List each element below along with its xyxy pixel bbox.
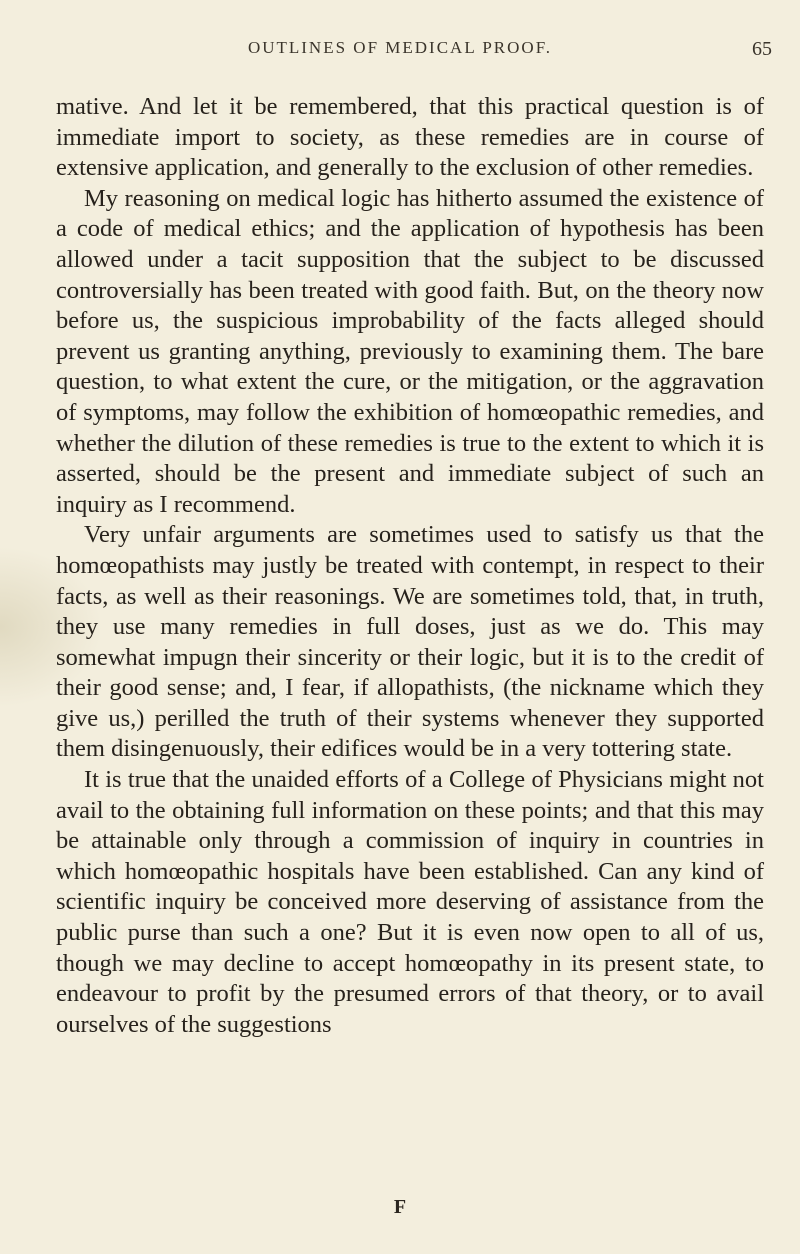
signature-mark: F — [393, 1196, 407, 1218]
body-text — [56, 92, 764, 1040]
paragraph: It is true that the unaided efforts of a College of Physicians might not avail to the obtaining full information on these points; and that this may be attainable only through a commission of inquiry in countries in which homœopathic hospitals have been established. Can any kind of scientific inquiry be conceived more deserving of assistance from the public purse than such a one? But it is even now open to all of us, though we may decline to accept homœopathy in its present state, to endeavour to profit by the presumed errors of that theory, or to avail ourselves of the suggestions — [56, 766, 764, 1038]
paragraph: My reasoning on medical logic has hitherto assumed the existence of a code of medical ethics; and the application of hypothesis has been allowed under a tacit supposition that the subject to be discussed controversially has been treated with good faith. But, on the theory now before us, the suspicious improbability of the facts alleged should prevent us granting anything, previously to examining them. The bare question, to what extent the cure, or the mitigation, or the aggravation of symptoms, may follow the exhibition of homœopathic remedies, and whether the dilution of these remedies is true to the extent to which it is asserted, should be the present and immediate subject of such an inquiry as I recommend. — [56, 184, 764, 518]
paragraph: Very unfair arguments are sometimes used to satisfy us that the homœopathists may justly be treated with contempt, in respect to their facts, as well as their reasonings. We are sometimes told, that, in truth, they use many remedies in full doses, just as we do. This may somewhat impugn their sincerity or their logic, but it is to the credit of their good sense; and, I fear, if allopathists, (the nickname which they give us,) perilled the truth of their systems whenever they supported them disingenuously, their edifices would be in a very tottering state. — [56, 521, 764, 763]
paragraph: mative. And let it be remembered, that this practical question is of immediate import to society, as these remedies are in course of extensive application, and generally to the exclusion of other remedies. — [56, 93, 764, 182]
running-head: OUTLINES OF MEDICAL PROOF. — [247, 38, 553, 57]
page-header — [0, 38, 800, 68]
page-number: 65 — [752, 38, 772, 60]
